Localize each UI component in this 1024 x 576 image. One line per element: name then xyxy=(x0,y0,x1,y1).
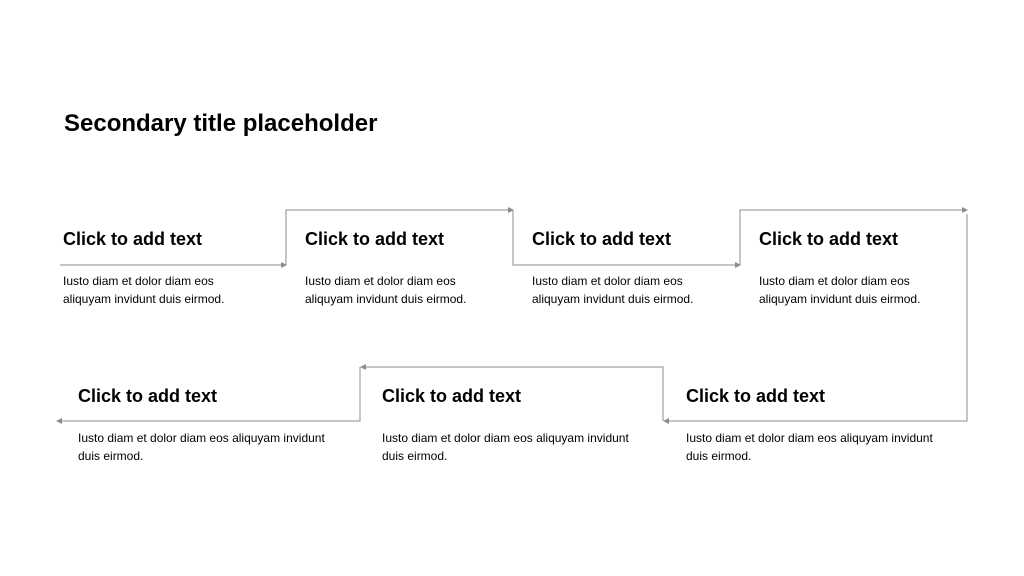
arrowhead-icon xyxy=(360,364,366,370)
step-3-heading[interactable]: Click to add text xyxy=(532,229,672,249)
step-6-body[interactable]: Iusto diam et dolor diam eos aliquyam invidunt duis eirmod. xyxy=(382,431,629,463)
step-5-heading[interactable]: Click to add text xyxy=(686,386,826,406)
step-1-body[interactable]: Iusto diam et dolor diam eos aliquyam invidunt duis eirmod. xyxy=(63,274,225,306)
step-1-heading[interactable]: Click to add text xyxy=(63,229,203,249)
step-6-heading[interactable]: Click to add text xyxy=(382,386,522,406)
step-4-body[interactable]: Iusto diam et dolor diam eos aliquyam invidunt duis eirmod. xyxy=(759,274,921,306)
page-title: Secondary title placeholder xyxy=(64,110,378,137)
step-7-body[interactable]: Iusto diam et dolor diam eos aliquyam invidunt duis eirmod. xyxy=(78,431,325,463)
step-7-heading[interactable]: Click to add text xyxy=(78,386,218,406)
arrowhead-icon xyxy=(962,207,968,213)
arrowhead-icon xyxy=(56,418,62,424)
step-2-body[interactable]: Iusto diam et dolor diam eos aliquyam invidunt duis eirmod. xyxy=(305,274,467,306)
step-4-heading[interactable]: Click to add text xyxy=(759,229,899,249)
step-5-body[interactable]: Iusto diam et dolor diam eos aliquyam invidunt duis eirmod. xyxy=(686,431,933,463)
arrowhead-icon xyxy=(663,418,669,424)
step-2-heading[interactable]: Click to add text xyxy=(305,229,445,249)
step-3-body[interactable]: Iusto diam et dolor diam eos aliquyam invidunt duis eirmod. xyxy=(532,274,694,306)
